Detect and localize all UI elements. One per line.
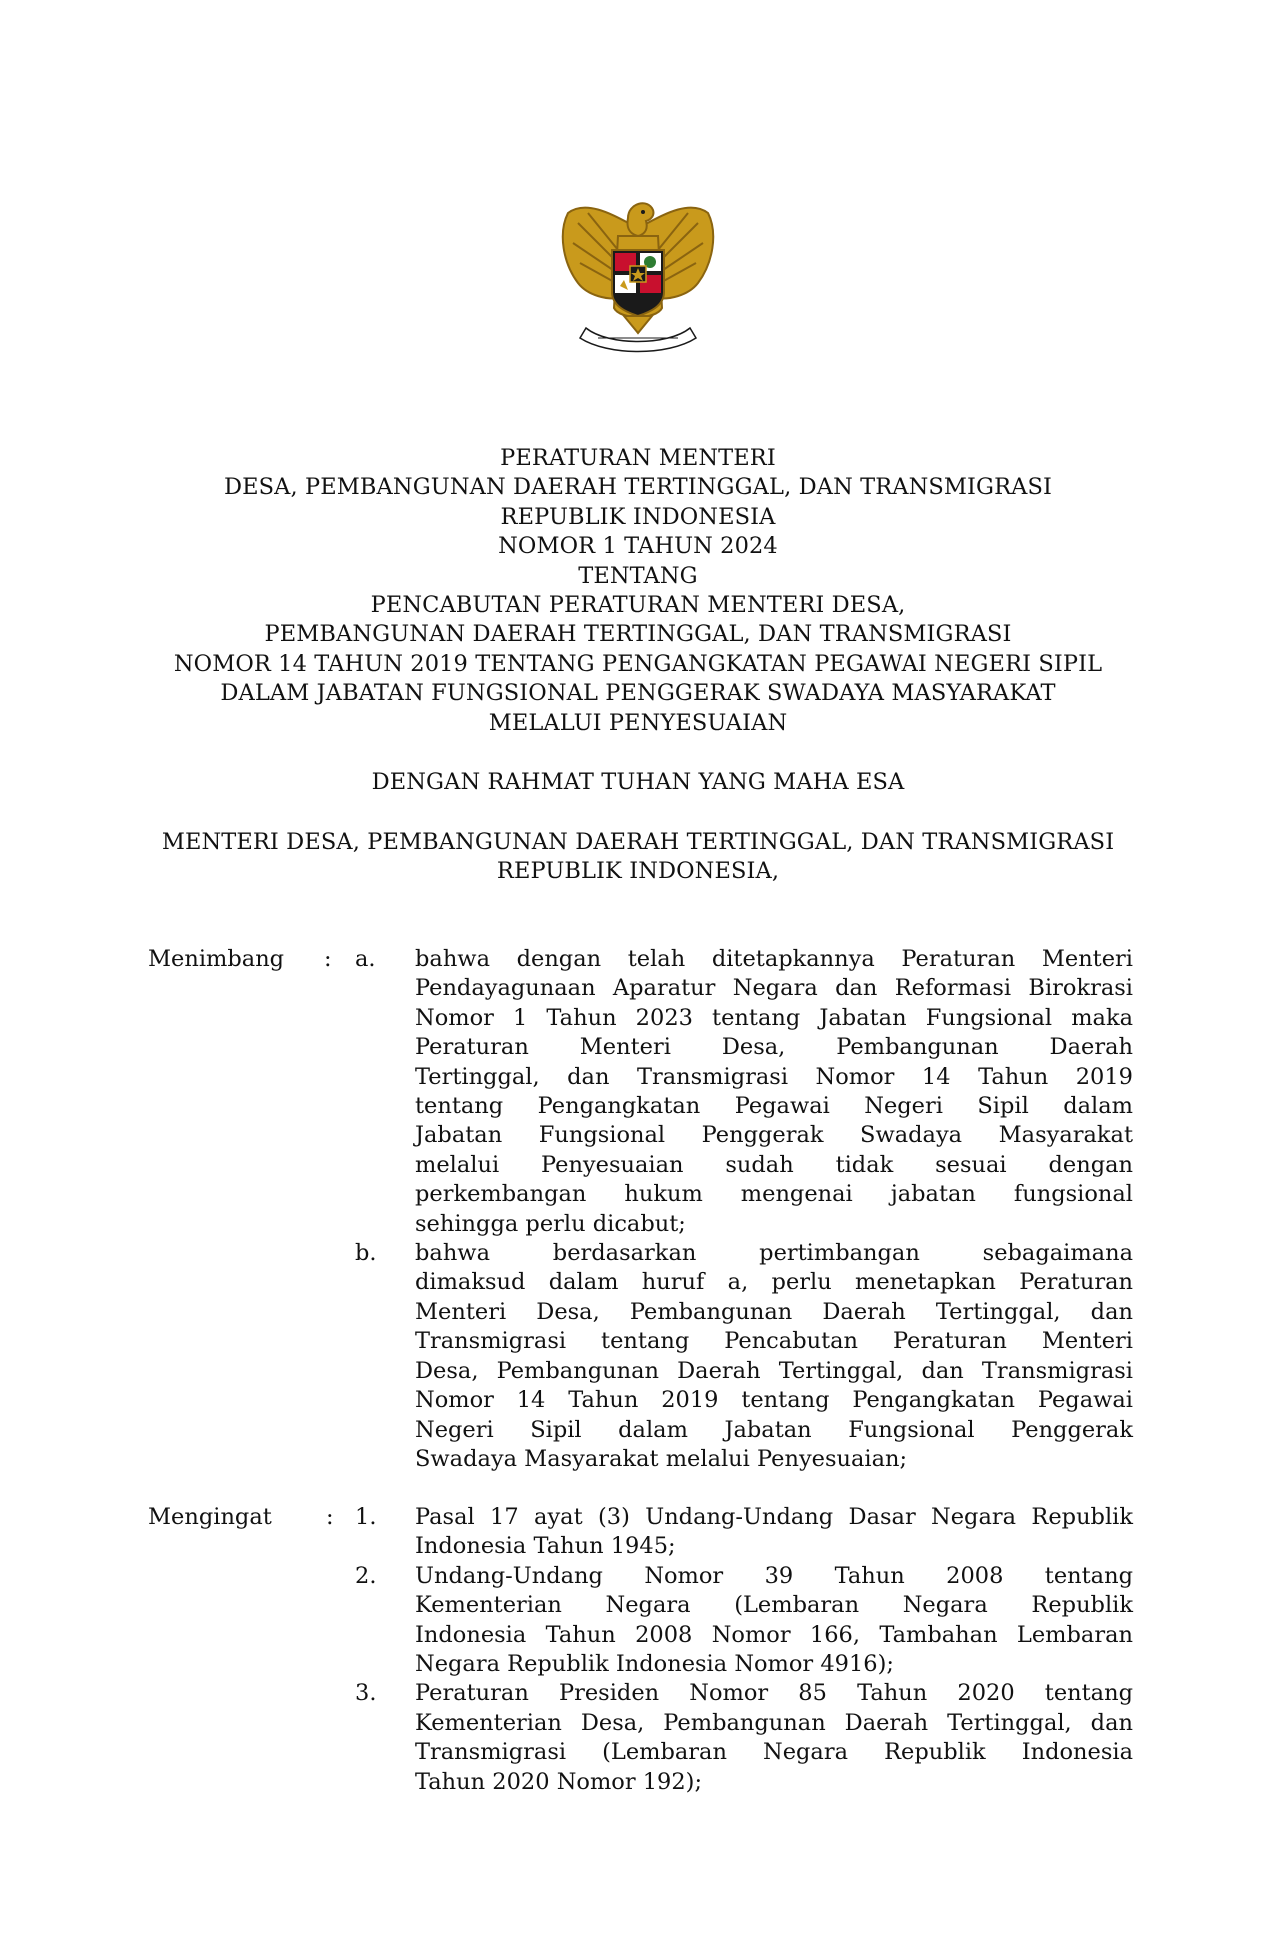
item-text (415, 1503, 1133, 1562)
item-marker: a. (355, 946, 376, 972)
text-line: Menteri Desa, Pembangunan Daerah Tertinggal, dan (415, 1298, 1133, 1325)
text-line: Transmigrasi (Lembaran Negara Republik Indonesia (415, 1739, 1133, 1766)
text-line: Nomor 1 Tahun 2023 tentang Jabatan Fungsional maka (415, 1004, 1133, 1031)
text-line: Kementerian Desa, Pembangunan Daerah Tertinggal, dan (415, 1709, 1133, 1736)
text-line: Undang-Undang Nomor 39 Tahun 2008 tentang (415, 1562, 1133, 1589)
text-line: Tahun 2020 Nomor 192); (415, 1768, 703, 1795)
garuda-pancasila-emblem (558, 188, 718, 353)
text-line: Indonesia Tahun 1945; (415, 1533, 676, 1560)
text-line: Swadaya Masyarakat melalui Penyesuaian; (415, 1445, 908, 1472)
text-line: Peraturan Menteri Desa, Pembangunan Daerah (415, 1034, 1133, 1061)
garuda-icon (558, 188, 718, 353)
grace-heading (120, 768, 1156, 797)
regulation-title (120, 444, 1156, 738)
mengingat-item-3 (148, 1679, 1133, 1797)
mengingat-item-1 (148, 1503, 1133, 1562)
item-marker: 3. (355, 1680, 377, 1707)
text-line: Desa, Pembangunan Daerah Tertinggal, dan Transmigrasi (415, 1357, 1133, 1384)
text-line: Pasal 17 ayat (3) Undang-Undang Dasar Negara Republik (415, 1504, 1133, 1530)
item-text (415, 1679, 1133, 1797)
menimbang-colon: : (324, 946, 332, 972)
title-line: PEMBANGUNAN DAERAH TERTINGGAL, DAN TRANSMIGRASI (264, 621, 1012, 648)
item-text (415, 1562, 1133, 1680)
mengingat-colon: : (326, 1504, 334, 1530)
text-line: Negara Republik Indonesia Nomor 4916); (415, 1651, 894, 1678)
text-line: Negeri Sipil dalam Jabatan Fungsional Penggerak (415, 1416, 1133, 1443)
item-text (415, 945, 1133, 1239)
text-line: Jabatan Fungsional Penggerak Swadaya Masyarakat (415, 1122, 1133, 1149)
minister-line: MENTERI DESA, PEMBANGUNAN DAERAH TERTINGGAL, DAN TRANSMIGRASI (161, 829, 1115, 855)
text-line: melalui Penyesuaian sudah tidak sesuai dengan (415, 1151, 1133, 1178)
text-line: Nomor 14 Tahun 2019 tentang Pengangkatan Pegawai (415, 1387, 1133, 1414)
title-line: MELALUI PENYESUAIAN (488, 709, 788, 736)
grace-text: DENGAN RAHMAT TUHAN YANG MAHA ESA (371, 769, 905, 795)
text-line: dimaksud dalam huruf a, perlu menetapkan Peraturan (415, 1269, 1133, 1296)
text-line: bahwa berdasarkan pertimbangan sebagaimana (415, 1240, 1133, 1267)
text-line: sehingga perlu dicabut; (415, 1210, 686, 1237)
mengingat-label: Mengingat (148, 1504, 272, 1530)
item-marker: 2. (355, 1562, 377, 1589)
item-marker: b. (355, 1240, 377, 1267)
text-line: Tertinggal, dan Transmigrasi Nomor 14 Tahun 2019 (415, 1063, 1133, 1090)
menimbang-item-a (148, 945, 1133, 1239)
item-marker: 1. (355, 1504, 377, 1530)
minister-line: REPUBLIK INDONESIA, (496, 858, 780, 885)
text-line: Indonesia Tahun 2008 Nomor 166, Tambahan Lembaran (415, 1621, 1133, 1648)
title-line: DALAM JABATAN FUNGSIONAL PENGGERAK SWADAYA MASYARAKAT (220, 680, 1056, 707)
title-line: NOMOR 1 TAHUN 2024 (498, 533, 778, 560)
text-line: Kementerian Negara (Lembaran Negara Republik (415, 1592, 1133, 1619)
title-line: DESA, PEMBANGUNAN DAERAH TERTINGGAL, DAN TRANSMIGRASI (223, 474, 1052, 501)
title-line: NOMOR 14 TAHUN 2019 TENTANG PENGANGKATAN PEGAWAI NEGERI SIPIL (173, 650, 1103, 677)
text-line: Transmigrasi tentang Pencabutan Peraturan Menteri (415, 1328, 1133, 1355)
item-text (415, 1239, 1133, 1474)
title-line: PERATURAN MENTERI (500, 445, 776, 471)
menimbang-label: Menimbang (148, 946, 285, 972)
title-line: REPUBLIK INDONESIA (500, 503, 776, 530)
text-line: bahwa dengan telah ditetapkannya Peraturan Menteri (415, 946, 1133, 972)
title-line: TENTANG (578, 562, 698, 589)
menimbang-item-b (148, 1239, 1133, 1474)
title-line: PENCABUTAN PERATURAN MENTERI DESA, (370, 592, 906, 619)
minister-heading (120, 828, 1156, 887)
text-line: Peraturan Presiden Nomor 85 Tahun 2020 tentang (415, 1680, 1133, 1707)
mengingat-item-2 (148, 1562, 1133, 1680)
text-line: tentang Pengangkatan Pegawai Negeri Sipil dalam (415, 1093, 1133, 1120)
text-line: Pendayagunaan Aparatur Negara dan Reformasi Birokrasi (415, 975, 1133, 1002)
text-line: perkembangan hukum mengenai jabatan fungsional (415, 1181, 1133, 1208)
